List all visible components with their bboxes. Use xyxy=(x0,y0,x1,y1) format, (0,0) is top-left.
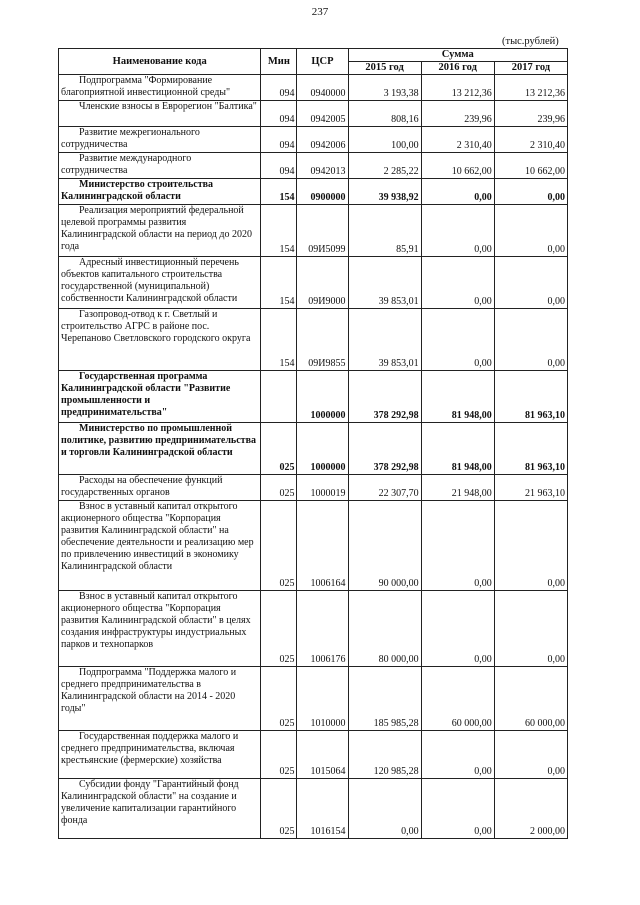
row-csr: 1000000 xyxy=(297,371,348,423)
row-name xyxy=(59,205,261,257)
row-min: 025 xyxy=(261,731,297,779)
row-name xyxy=(59,501,261,591)
row-2016: 60 000,00 xyxy=(421,667,494,731)
row-2016: 81 948,00 xyxy=(421,423,494,475)
table-row xyxy=(59,423,568,475)
table-row xyxy=(59,779,568,839)
row-name xyxy=(59,591,261,667)
row-csr: 1000019 xyxy=(297,475,348,501)
row-2016: 13 212,36 xyxy=(421,75,494,101)
row-2016: 239,96 xyxy=(421,101,494,127)
row-csr: 1006164 xyxy=(297,501,348,591)
row-2015: 39 938,92 xyxy=(348,179,421,205)
row-2015: 80 000,00 xyxy=(348,591,421,667)
row-2016: 0,00 xyxy=(421,779,494,839)
header-sum: Сумма xyxy=(348,49,567,62)
row-name-text: Газопровод-отвод к г. Светлый и строительство АГРС в районе пос. Черепаново Светловского городского округа xyxy=(61,309,251,344)
row-2015: 100,00 xyxy=(348,127,421,153)
row-name-text: Взнос в уставный капитал открытого акционерного общества "Корпорация развития Калининградской области" на обеспечение деятельности и реализацию мер по привлечению инвестиций в экономику Калининградской области xyxy=(61,501,254,572)
row-csr: 0942013 xyxy=(297,153,348,179)
row-2017: 81 963,10 xyxy=(494,371,567,423)
row-2016: 81 948,00 xyxy=(421,371,494,423)
row-2015: 378 292,98 xyxy=(348,423,421,475)
row-name xyxy=(59,179,261,205)
row-2016: 10 662,00 xyxy=(421,153,494,179)
row-2017: 0,00 xyxy=(494,257,567,309)
header-min: Мин xyxy=(261,49,297,75)
table-row xyxy=(59,101,568,127)
row-2016: 0,00 xyxy=(421,205,494,257)
row-2017: 0,00 xyxy=(494,309,567,371)
row-name xyxy=(59,667,261,731)
row-min: 025 xyxy=(261,501,297,591)
table-body xyxy=(59,75,568,839)
table-row xyxy=(59,501,568,591)
row-name-text: Развитие международного сотрудничества xyxy=(61,153,192,176)
row-csr: 0900000 xyxy=(297,179,348,205)
row-name-text: Министерство по промышленной политике, развитию предпринимательства и торговли Калининградской области xyxy=(61,423,256,458)
header-name: Наименование кода xyxy=(59,49,261,75)
units-label: (тыс.рублей) xyxy=(502,36,559,47)
table-row xyxy=(59,591,568,667)
row-2015: 3 193,38 xyxy=(348,75,421,101)
table-row xyxy=(59,205,568,257)
row-csr: 0940000 xyxy=(297,75,348,101)
row-2016: 0,00 xyxy=(421,309,494,371)
row-name xyxy=(59,127,261,153)
budget-table xyxy=(58,48,568,839)
table-row xyxy=(59,731,568,779)
row-min: 094 xyxy=(261,75,297,101)
row-2017: 0,00 xyxy=(494,731,567,779)
table-row xyxy=(59,153,568,179)
row-2017: 13 212,36 xyxy=(494,75,567,101)
row-name xyxy=(59,731,261,779)
row-2017: 0,00 xyxy=(494,591,567,667)
row-csr: 1016154 xyxy=(297,779,348,839)
row-min: 154 xyxy=(261,205,297,257)
row-2016: 21 948,00 xyxy=(421,475,494,501)
row-csr: 1015064 xyxy=(297,731,348,779)
row-2015: 378 292,98 xyxy=(348,371,421,423)
table-row xyxy=(59,75,568,101)
row-name xyxy=(59,153,261,179)
row-2015: 185 985,28 xyxy=(348,667,421,731)
row-2016: 0,00 xyxy=(421,179,494,205)
row-min: 154 xyxy=(261,179,297,205)
row-name xyxy=(59,371,261,423)
row-2016: 0,00 xyxy=(421,591,494,667)
row-name-text: Членские взносы в Еврорегион "Балтика" xyxy=(79,101,257,112)
row-name-text: Взнос в уставный капитал открытого акционерного общества "Корпорация развития Калининградской области" в целях создания инфраструктуры индустриальных парков и технопарков xyxy=(61,591,251,650)
row-min: 094 xyxy=(261,127,297,153)
table-row xyxy=(59,475,568,501)
row-name-text: Субсидии фонду "Гарантийный фонд Калининградской области" на создание и увеличение капитализации гарантийного фонда xyxy=(61,779,239,826)
row-csr: 09И9000 xyxy=(297,257,348,309)
row-csr: 1010000 xyxy=(297,667,348,731)
row-name xyxy=(59,779,261,839)
row-2015: 39 853,01 xyxy=(348,309,421,371)
row-2015: 85,91 xyxy=(348,205,421,257)
row-2015: 22 307,70 xyxy=(348,475,421,501)
row-name-text: Государственная поддержка малого и среднего предпринимательства, включая крестьянские (фермерские) хозяйства xyxy=(61,731,239,766)
row-csr: 09И5099 xyxy=(297,205,348,257)
row-csr: 09И9855 xyxy=(297,309,348,371)
row-min: 094 xyxy=(261,101,297,127)
row-name-text: Подпрограмма "Формирование благоприятной инвестиционной среды" xyxy=(61,75,231,98)
row-min: 154 xyxy=(261,309,297,371)
row-2017: 2 310,40 xyxy=(494,127,567,153)
row-name xyxy=(59,75,261,101)
row-min: 094 xyxy=(261,153,297,179)
row-2017: 60 000,00 xyxy=(494,667,567,731)
table-row xyxy=(59,179,568,205)
row-name xyxy=(59,475,261,501)
row-csr: 0942005 xyxy=(297,101,348,127)
table-row xyxy=(59,257,568,309)
row-2017: 81 963,10 xyxy=(494,423,567,475)
row-name-text: Расходы на обеспечение функций государственных органов xyxy=(61,475,223,498)
row-2016: 0,00 xyxy=(421,501,494,591)
row-min: 025 xyxy=(261,423,297,475)
row-name-text: Адресный инвестиционный перечень объектов капитального строительства государственной (муниципальной) собственности Калининградской области xyxy=(61,257,239,304)
row-name xyxy=(59,423,261,475)
table-row xyxy=(59,309,568,371)
row-name-text: Реализация мероприятий федеральной целевой программы развития Калининградской области на период до 2020 года xyxy=(61,205,252,252)
row-csr: 0942006 xyxy=(297,127,348,153)
row-csr: 1006176 xyxy=(297,591,348,667)
page-number: 237 xyxy=(311,6,329,18)
row-min: 025 xyxy=(261,779,297,839)
table-row xyxy=(59,371,568,423)
row-min: 025 xyxy=(261,591,297,667)
row-2015: 2 285,22 xyxy=(348,153,421,179)
row-2017: 10 662,00 xyxy=(494,153,567,179)
row-2015: 120 985,28 xyxy=(348,731,421,779)
row-min: 025 xyxy=(261,667,297,731)
row-2016: 2 310,40 xyxy=(421,127,494,153)
header-csr: ЦСР xyxy=(297,49,348,75)
row-min: 025 xyxy=(261,475,297,501)
table-row xyxy=(59,127,568,153)
row-min: 154 xyxy=(261,257,297,309)
row-name-text: Развитие межрегионального сотрудничества xyxy=(61,127,200,150)
table-row xyxy=(59,667,568,731)
row-csr: 1000000 xyxy=(297,423,348,475)
row-2016: 0,00 xyxy=(421,257,494,309)
row-name xyxy=(59,257,261,309)
row-2015: 39 853,01 xyxy=(348,257,421,309)
row-name-text: Министерство строительства Калининградской области xyxy=(61,179,214,202)
row-2015: 90 000,00 xyxy=(348,501,421,591)
row-name xyxy=(59,309,261,371)
header-year-2017: 2017 год xyxy=(494,62,567,75)
row-2016: 0,00 xyxy=(421,731,494,779)
row-name-text: Государственная программа Калининградской области "Развитие промышленности и предпринимательства" xyxy=(61,371,231,418)
row-min xyxy=(261,371,297,423)
row-name-text: Подпрограмма "Поддержка малого и среднего предпринимательства в Калининградской области на 2014 - 2020 годы" xyxy=(61,667,237,714)
row-2017: 0,00 xyxy=(494,501,567,591)
row-2015: 808,16 xyxy=(348,101,421,127)
header-year-2015: 2015 год xyxy=(348,62,421,75)
header-year-2016: 2016 год xyxy=(421,62,494,75)
row-name xyxy=(59,101,261,127)
row-2017: 21 963,10 xyxy=(494,475,567,501)
row-2017: 0,00 xyxy=(494,205,567,257)
row-2015: 0,00 xyxy=(348,779,421,839)
row-2017: 2 000,00 xyxy=(494,779,567,839)
row-2017: 239,96 xyxy=(494,101,567,127)
row-2017: 0,00 xyxy=(494,179,567,205)
